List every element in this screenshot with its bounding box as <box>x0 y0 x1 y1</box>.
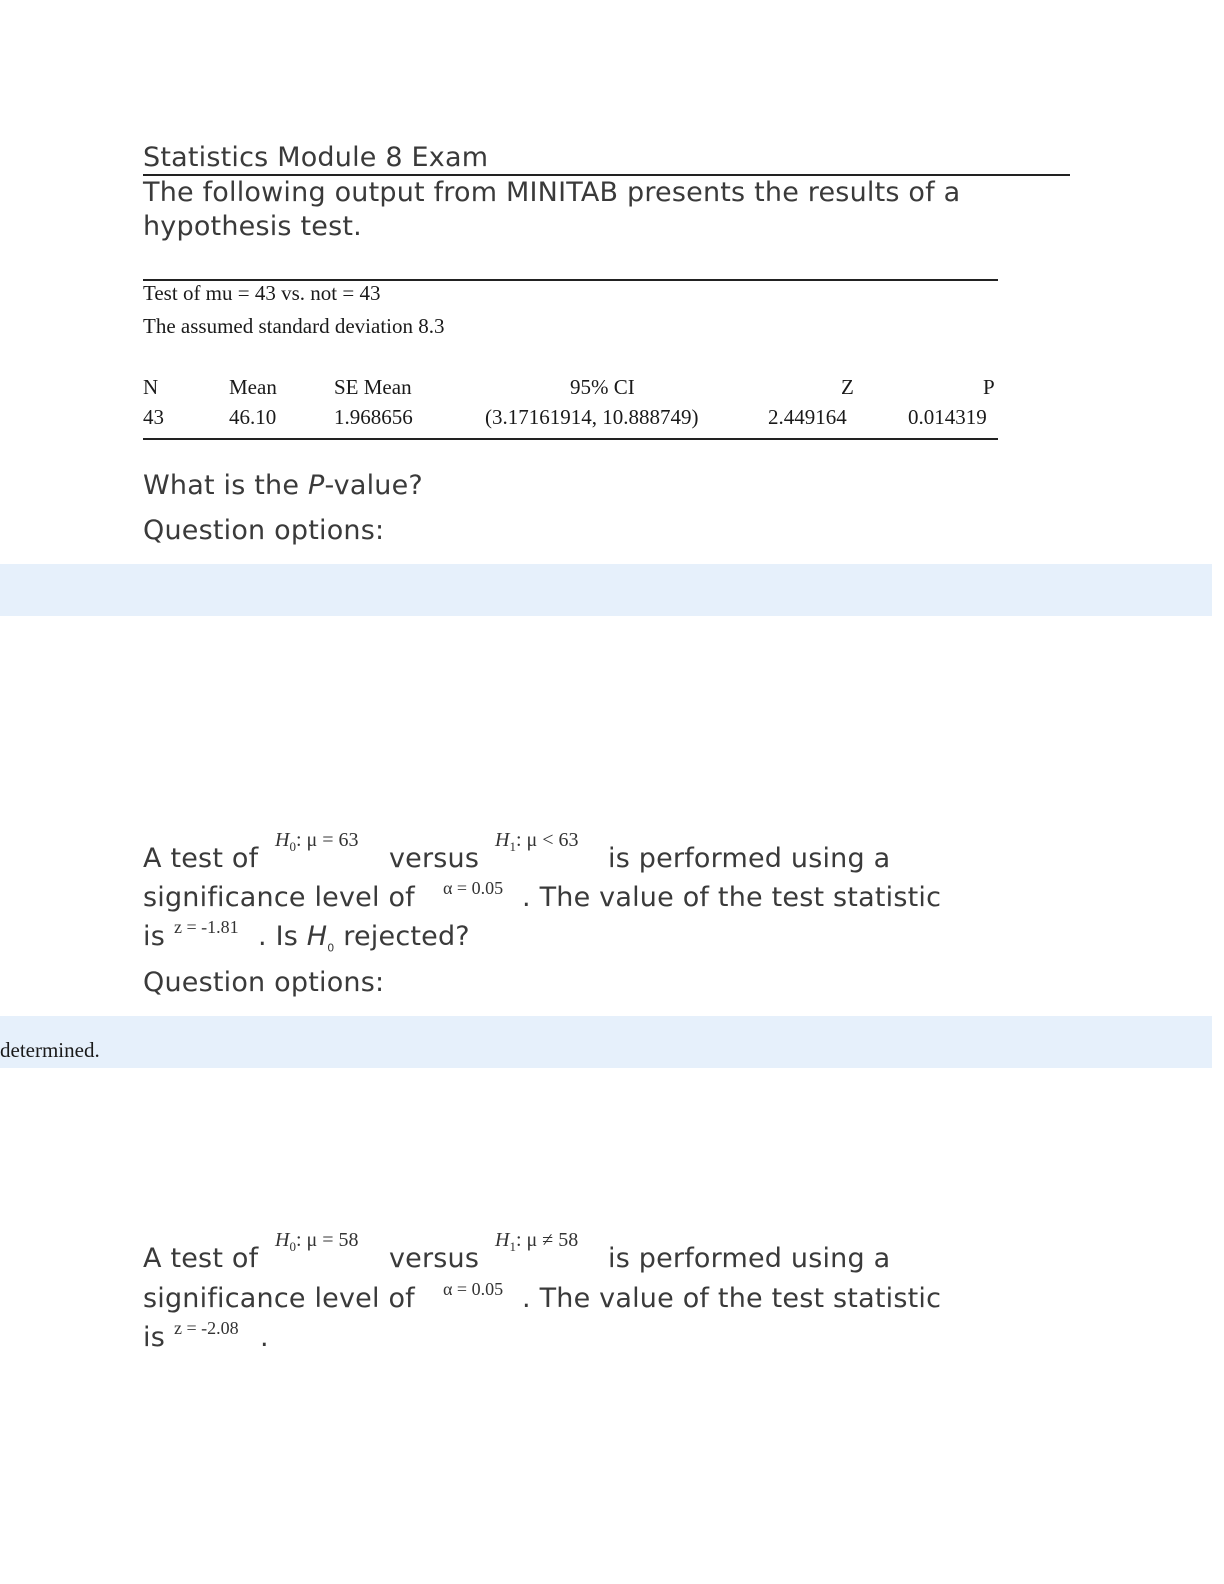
header-mean: Mean <box>229 375 277 399</box>
header-se-mean: SE Mean <box>334 375 412 399</box>
question-1-option-row[interactable] <box>0 564 1212 616</box>
question-1-prompt: What is the P-value? <box>143 470 423 501</box>
cell-mean: 46.10 <box>229 405 277 429</box>
cell-se-mean: 1.968656 <box>334 405 413 429</box>
h1-formula: $H_1$: μ ≠ 58 <box>495 1229 579 1254</box>
alpha-formula: α = 0.05 <box>443 878 504 898</box>
alpha-formula: α = 0.05 <box>443 1279 504 1299</box>
question-2-option-text[interactable]: determined. <box>0 1038 100 1062</box>
header-n: N <box>143 375 159 399</box>
h0-formula: $H_0$: μ = 58 <box>275 1229 359 1254</box>
minitab-bottom-rule <box>143 438 998 440</box>
question-2-options-label: Question options: <box>143 967 385 998</box>
document-title: Statistics Module 8 Exam <box>143 142 489 173</box>
header-z: Z <box>841 375 854 399</box>
cell-p: 0.014319 <box>908 405 987 429</box>
cell-n: 43 <box>143 405 164 429</box>
z-formula: z = -2.08 <box>174 1318 239 1338</box>
header-ci: 95% CI <box>570 375 635 399</box>
header-p: P <box>983 375 995 399</box>
minitab-sd-line: The assumed standard deviation 8.3 <box>143 314 445 338</box>
intro-text: The following output from MINITAB presents the results of a hypothesis test. <box>143 177 961 242</box>
h0-formula: $H_0$: μ = 63 <box>275 829 359 854</box>
minitab-test-line: Test of mu = 43 vs. not = 43 <box>143 281 381 305</box>
z-formula: z = -1.81 <box>174 917 239 937</box>
cell-ci: (3.17161914, 10.888749) <box>485 405 699 429</box>
question-2-option-row[interactable] <box>0 1016 1212 1068</box>
cell-z: 2.449164 <box>768 405 847 429</box>
h1-formula: $H_1$: μ < 63 <box>495 829 579 854</box>
question-1-options-label: Question options: <box>143 515 385 546</box>
